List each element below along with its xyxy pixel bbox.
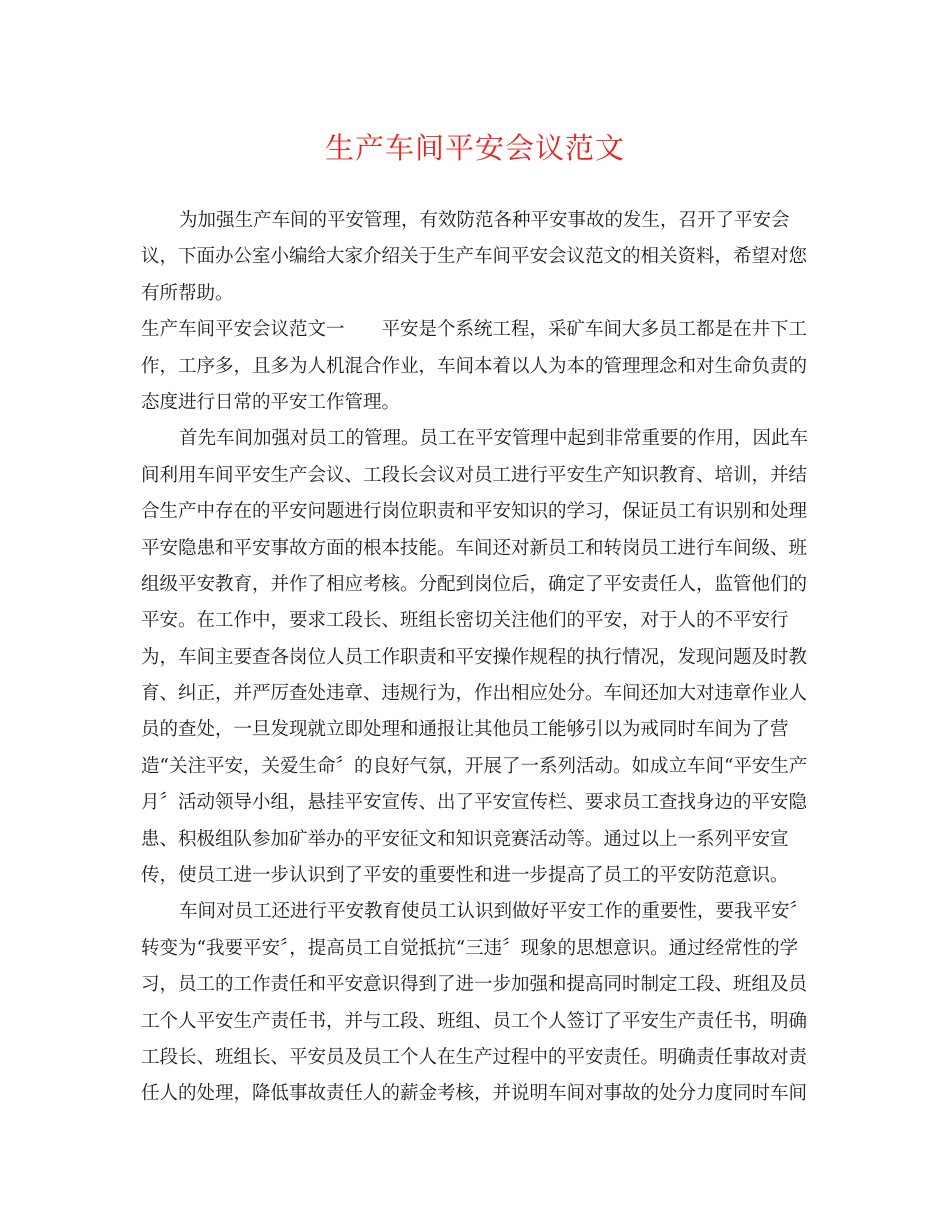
text-line: 习，员工的工作责任和平安意识得到了进一步加强和提高同时制定工段、班组及员 — [141, 974, 808, 996]
text-line: 工个人平安生产责任书，并与工段、班组、员工个人签订了平安生产责任书，明确 — [141, 1010, 808, 1032]
text-line: 平安隐患和平安事故方面的根本技能。车间还对新员工和转岗员工进行车间级、班 — [141, 537, 808, 559]
text-line: 为加强生产车间的平安管理，有效防范各种平安事故的发生，召开了平安会 — [179, 210, 790, 231]
text-line: 平安。在工作中，要求工段长、班组长密切关注他们的平安，对于人的不平安行 — [141, 610, 789, 632]
paragraph — [141, 894, 816, 1112]
text-line: 患、积极组队参加矿举办的平安征文和知识竞赛活动等。通过以上一系列平安宣 — [141, 828, 789, 850]
text-line: 传，使员工进一步认识到了平安的重要性和进一步提高了员工的平安防范意识。 — [141, 865, 789, 887]
text-line: 任人的处理，降低事故责任人的薪金考核，并说明车间对事故的处分力度同时车间 — [141, 1083, 808, 1105]
paragraph — [141, 312, 816, 421]
text-line: 间利用车间平安生产会议、工段长会议对员工进行平安生产知识教育、培训，并结 — [141, 464, 808, 486]
text-line: 员的查处，一旦发现就立即处理和通报让其他员工能够引以为戒同时车间为了营 — [141, 719, 789, 741]
text-line: 月〞活动领导小组，悬挂平安宣传、出了平安宣传栏、要求员工查找身边的平安隐 — [141, 792, 808, 814]
text-line: 议，下面办公室小编给大家介绍关于生产车间平安会议范文的相关资料，希望对您 — [141, 246, 808, 268]
text-line: 车间对员工还进行平安教育使员工认识到做好平安工作的重要性，要我平安〞 — [179, 901, 809, 923]
text-line: 工段长、班组长、平安员及员工个人在生产过程中的平安责任。明确责任事故对责 — [141, 1046, 808, 1068]
document-body — [141, 203, 816, 1113]
text-line: 作，工序多，且多为人机混合作业，车间本着以人为本的管理理念和对生命负责的 — [141, 355, 808, 377]
text-line: 造“关注平安，关爱生命〞的良好气氛，开展了一系列活动。如成立车间“平安生产 — [141, 755, 808, 777]
paragraph — [141, 203, 816, 312]
text-line: 为，车间主要查各岗位人员工作职责和平安操作规程的执行情况，发现问题及时教 — [141, 646, 808, 668]
text-line: 有所帮助。 — [141, 282, 234, 304]
text-line: 合生产中存在的平安问题进行岗位职责和平安知识的学习，保证员工有识别和处理 — [141, 501, 808, 523]
text-line: 生产车间平安会议范文一 平安是个系统工程，采矿车间大多员工都是在井下工 — [141, 319, 808, 341]
text-line: 态度进行日常的平安工作管理。 — [141, 391, 401, 413]
text-line: 组级平安教育，并作了相应考核。分配到岗位后，确定了平安责任人，监管他们的 — [141, 573, 808, 595]
document-title: 生产车间平安会议范文 — [324, 131, 625, 165]
text-line: 育、纠正，并严厉查处违章、违规行为，作出相应处分。车间还加大对违章作业人 — [141, 683, 808, 705]
paragraph — [141, 421, 816, 894]
text-line: 转变为“我要平安〞，提高员工自觉抵抗“三违〞现象的思想意识。通过经常性的学 — [141, 937, 799, 959]
text-line: 首先车间加强对员工的管理。员工在平安管理中起到非常重要的作用，因此车 — [179, 428, 809, 450]
